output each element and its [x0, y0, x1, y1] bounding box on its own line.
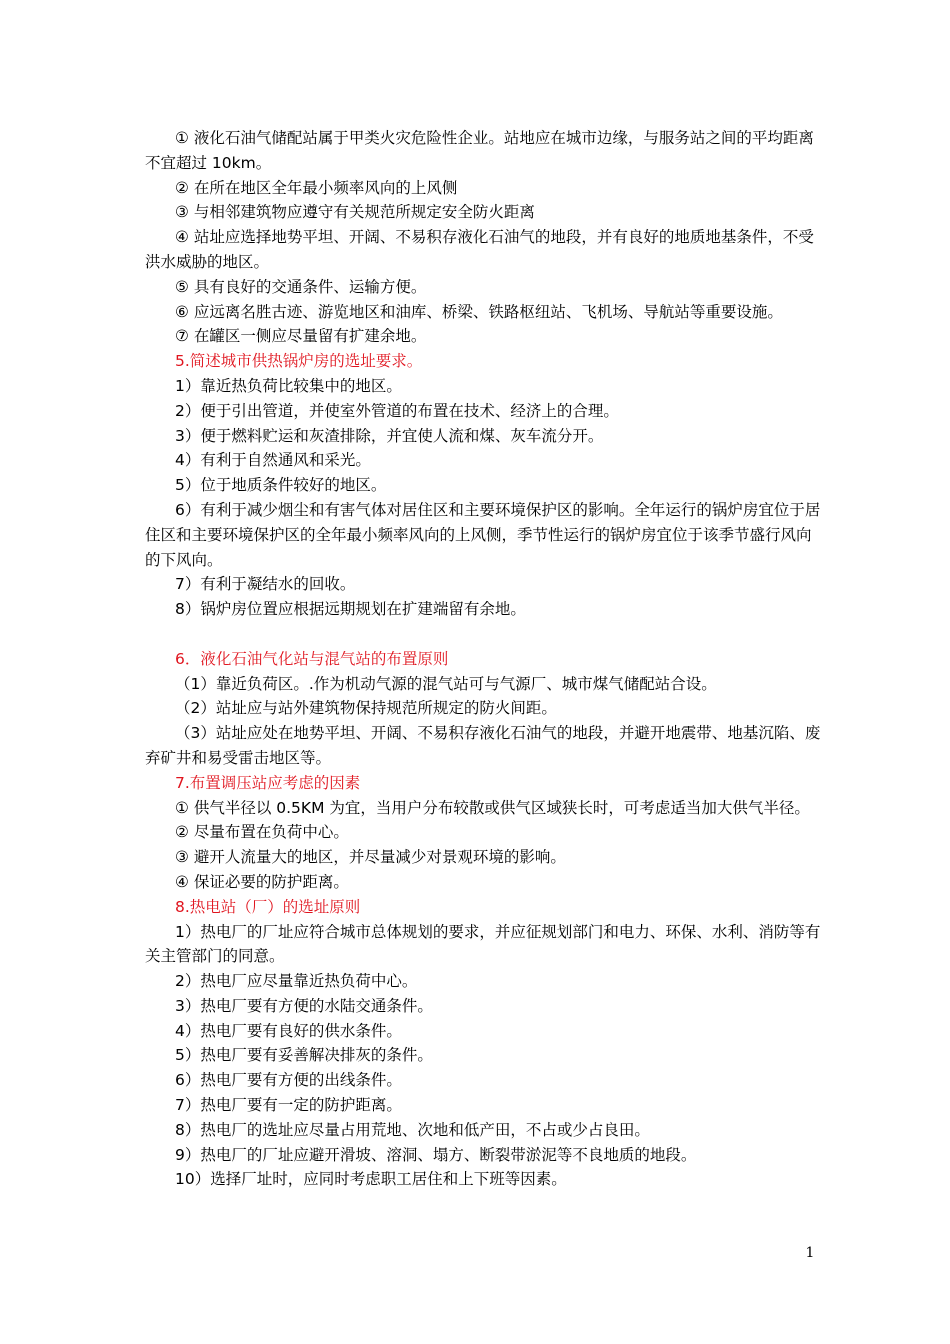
- list-item: 3）便于燃料贮运和灰渣排除，并宜使人流和煤、灰车流分开。: [175, 426, 604, 445]
- section-8: [145, 895, 825, 1193]
- section-heading: 5.简述城市供热锅炉房的选址要求。: [175, 352, 423, 371]
- paragraph-spacer: [145, 622, 825, 647]
- list-item: （2）站址应与站外建筑物保持规范所规定的防火间距。: [175, 699, 557, 718]
- list-item: 9）热电厂的厂址应避开滑坡、溶洞、塌方、断裂带淤泥等不良地质的地段。: [175, 1145, 697, 1164]
- list-item: 10）选择厂址时，应同时考虑职工居住和上下班等因素。: [175, 1170, 567, 1189]
- section-heading: 7.布置调压站应考虑的因素: [175, 773, 361, 792]
- list-item: 4）有利于自然通风和采光。: [175, 451, 371, 470]
- list-item: ③ 与相邻建筑物应遵守有关规范所规定安全防火距离: [175, 203, 535, 222]
- list-item: ① 供气半径以 0.5KM 为宜，当用户分布较散或供气区域狭长时，可考虑适当加大供气半径。: [175, 798, 810, 817]
- list-item: ④ 站址应选择地势平坦、开阔、不易积存液化石油气的地段，并有良好的地质地基条件，不受洪水威胁的地区。: [145, 228, 814, 271]
- list-item: ② 在所在地区全年最小频率风向的上风侧: [175, 178, 458, 197]
- list-item: （3）站址应处在地势平坦、开阔、不易积存液化石油气的地段，并避开地震带、地基沉陷、废弃矿井和易受雷击地区等。: [145, 724, 821, 767]
- list-item: ① 液化石油气储配站属于甲类火灾危险性企业。站地应在城市边缘，与服务站之间的平均距离不宜超过 10km。: [145, 129, 814, 172]
- section-7: [145, 771, 825, 895]
- list-item: 8）热电厂的选址应尽量占用荒地、次地和低产田，不占或少占良田。: [175, 1120, 650, 1139]
- list-item: 2）便于引出管道，并使室外管道的布置在技术、经济上的合理。: [175, 401, 619, 420]
- section-5: [145, 349, 825, 622]
- list-item: 5）热电厂要有妥善解决排灰的条件。: [175, 1046, 433, 1065]
- list-item: 7）热电厂要有一定的防护距离。: [175, 1096, 402, 1115]
- list-item: ⑤ 具有良好的交通条件、运输方便。: [175, 277, 427, 296]
- list-item: 4）热电厂要有良好的供水条件。: [175, 1021, 402, 1040]
- list-item: 3）热电厂要有方便的水陆交通条件。: [175, 996, 433, 1015]
- list-item: 1）靠近热负荷比较集中的地区。: [175, 376, 402, 395]
- list-item: ④ 保证必要的防护距离。: [175, 872, 349, 891]
- list-item: 8）锅炉房位置应根据远期规划在扩建端留有余地。: [175, 600, 526, 619]
- list-item: 1）热电厂的厂址应符合城市总体规划的要求，并应征规划部门和电力、环保、水利、消防等有关主管部门的同意。: [145, 922, 821, 966]
- list-item: ⑥ 应远离名胜古迹、游览地区和油库、桥梁、铁路枢纽站、飞机场、导航站等重要设施。: [175, 302, 783, 321]
- list-item: 2）热电厂应尽量靠近热负荷中心。: [175, 972, 418, 991]
- page-number: 1: [805, 1245, 815, 1261]
- list-item: 5）位于地质条件较好的地区。: [175, 476, 387, 495]
- section-6: [145, 647, 825, 771]
- list-item: ⑦ 在罐区一侧应尽量留有扩建余地。: [175, 327, 427, 346]
- document-body: [145, 126, 825, 1192]
- list-item: ② 尽量布置在负荷中心。: [175, 823, 349, 842]
- section-heading: 8.热电站（厂）的选址原则: [175, 897, 361, 916]
- list-item: 7）有利于凝结水的回收。: [175, 575, 356, 594]
- section-heading: 6．液化石油气化站与混气站的布置原则: [175, 649, 449, 668]
- list-item: 6）有利于减少烟尘和有害气体对居住区和主要环境保护区的影响。全年运行的锅炉房宜位于居住区和主要环境保护区的全年最小频率风向的上风侧，季节性运行的锅炉房宜位于该季节盛行风向的下风向。: [145, 500, 821, 569]
- section-4-list: [145, 126, 825, 349]
- list-item: 6）热电厂要有方便的出线条件。: [175, 1071, 402, 1090]
- list-item: （1）靠近负荷区。.作为机动气源的混气站可与气源厂、城市煤气储配站合设。: [175, 674, 717, 693]
- list-item: ③ 避开人流量大的地区，并尽量减少对景观环境的影响。: [175, 848, 566, 867]
